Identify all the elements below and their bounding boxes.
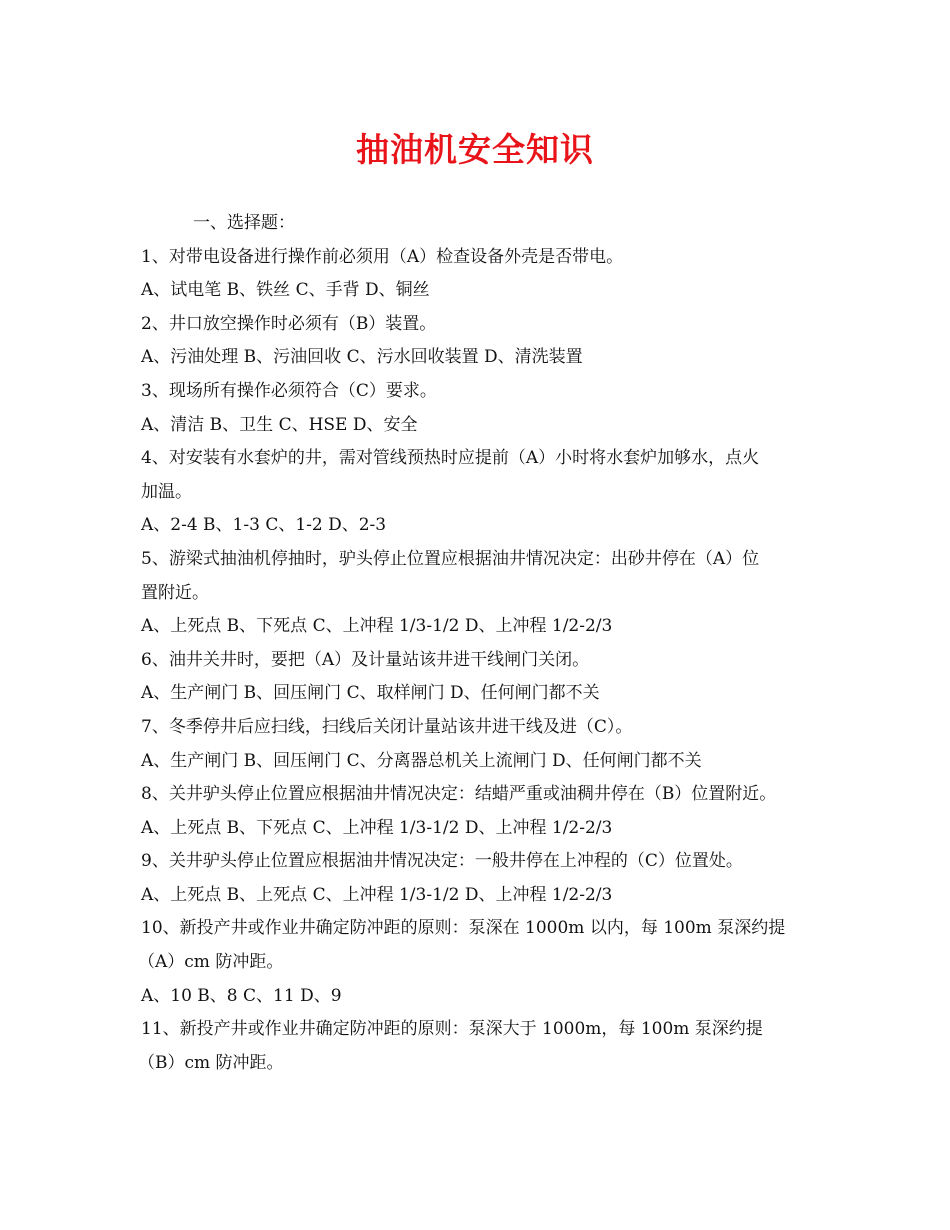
section-heading: 一、选择题：: [193, 213, 295, 233]
question-1: 1、对带电设备进行操作前必须用（A）检查设备外壳是否带电。: [141, 246, 624, 267]
question-5-continued: 置附近。: [141, 582, 209, 603]
options-2: A、污油处理 B、污油回收 C、污水回收装置 D、清洗装置: [141, 347, 583, 368]
question-11: 11、新投产井或作业井确定防冲距的原则：泵深大于 1000m，每 100m 泵深约提: [141, 1019, 763, 1040]
question-5: 5、游梁式抽油机停抽时，驴头停止位置应根据油井情况决定：出砂井停在（A）位: [141, 548, 760, 569]
question-4: 4、对安装有水套炉的井，需对管线预热时应提前（A）小时将水套炉加够水，点火: [141, 448, 760, 469]
options-4: A、2-4 B、1-3 C、1-2 D、2-3: [141, 515, 387, 536]
question-8: 8、关井驴头停止位置应根据油井情况决定：结蜡严重或油稠井停在（B）位置附近。: [141, 784, 777, 805]
question-6: 6、油井关井时，要把（A）及计量站该井进干线闸门关闭。: [141, 649, 590, 670]
options-5: A、上死点 B、下死点 C、上冲程 1/3-1/2 D、上冲程 1/2-2/3: [141, 616, 613, 637]
options-3: A、清洁 B、卫生 C、HSE D、安全: [141, 414, 418, 435]
document-title: 抽油机安全知识: [356, 130, 594, 169]
question-10: 10、新投产井或作业井确定防冲距的原则：泵深在 1000m 以内，每 100m 泵深约提: [141, 918, 786, 939]
options-1: A、试电笔 B、铁丝 C、手背 D、铜丝: [141, 280, 430, 301]
question-11-continued: （B）cm 防冲距。: [138, 1052, 284, 1073]
options-7: A、生产闸门 B、回压闸门 C、分离器总机关上流闸门 D、任何闸门都不关: [141, 750, 702, 771]
options-6: A、生产闸门 B、回压闸门 C、取样闸门 D、任何闸门都不关: [141, 683, 600, 704]
options-8: A、上死点 B、下死点 C、上冲程 1/3-1/2 D、上冲程 1/2-2/3: [141, 817, 613, 838]
question-10-continued: （A）cm 防冲距。: [138, 952, 284, 973]
question-7: 7、冬季停井后应扫线，扫线后关闭计量站该井进干线及进（C）。: [141, 716, 633, 737]
options-9: A、上死点 B、上死点 C、上冲程 1/3-1/2 D、上冲程 1/2-2/3: [141, 884, 613, 905]
document-body: [138, 207, 821, 1080]
question-2: 2、井口放空操作时必须有（B）装置。: [141, 313, 437, 334]
question-3: 3、现场所有操作必须符合（C）要求。: [141, 380, 437, 401]
question-9: 9、关井驴头停止位置应根据油井情况决定：一般井停在上冲程的（C）位置处。: [141, 851, 743, 872]
options-10: A、10 B、8 C、11 D、9: [141, 985, 342, 1006]
question-4-continued: 加温。: [141, 481, 192, 502]
